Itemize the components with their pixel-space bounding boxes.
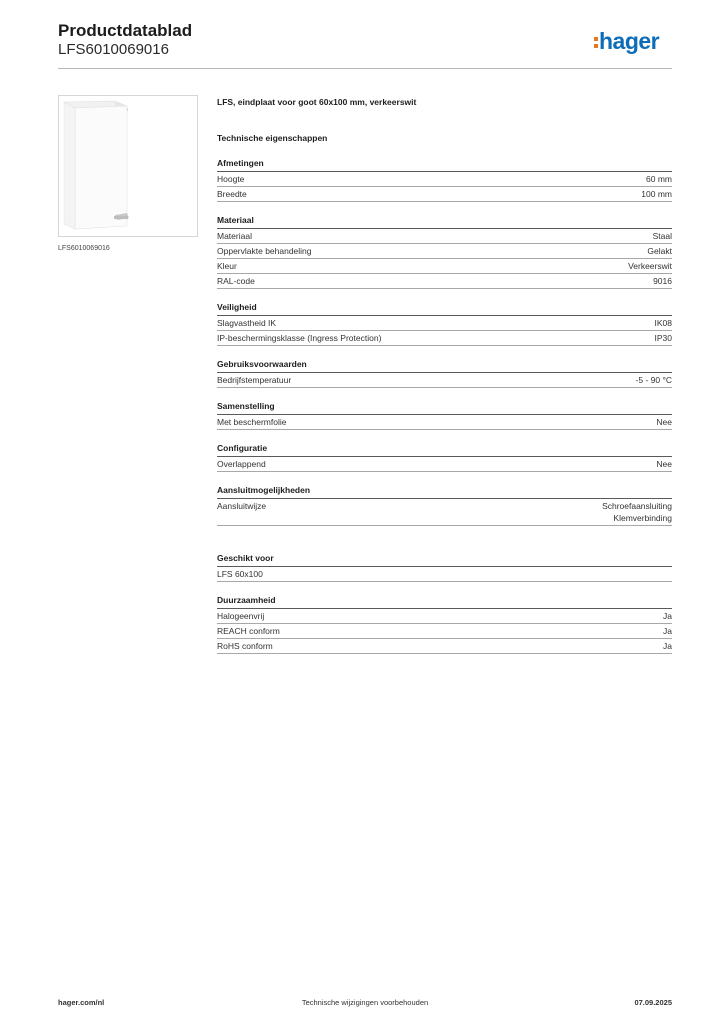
spec-value: IK08: [654, 318, 672, 328]
spec-row: [217, 457, 672, 472]
spec-row: [217, 187, 672, 202]
spec-row: [217, 567, 672, 582]
image-caption: LFS6010069016: [58, 245, 110, 252]
logo-text: hager: [599, 28, 660, 54]
tech-properties-heading: Technische eigenschappen: [217, 133, 328, 143]
hager-logo[interactable]: [594, 27, 659, 55]
spec-label: Breedte: [217, 189, 247, 199]
section-heading: Aansluitmogelijkheden: [217, 484, 672, 499]
header-divider: [58, 68, 672, 69]
spec-value: Gelakt: [647, 246, 672, 256]
section-heading: Geschikt voor: [217, 552, 672, 567]
spec-row: [217, 229, 672, 244]
spec-value: 60 mm: [646, 174, 672, 184]
spec-value: 9016: [653, 276, 672, 286]
spec-value: IP30: [654, 333, 672, 343]
spec-label: Oppervlakte behandeling: [217, 246, 312, 256]
product-code: LFS6010069016: [58, 41, 169, 58]
spec-value: [602, 500, 672, 524]
section-afmetingen: [217, 157, 672, 202]
spec-value: Ja: [663, 641, 672, 651]
footer-website-link[interactable]: hager.com/nl: [58, 998, 105, 1007]
spec-value: Staal: [652, 231, 672, 241]
page-title: Productdatablad: [58, 21, 193, 40]
spec-label: RAL-code: [217, 276, 255, 286]
footer-date: 07.09.2025: [634, 998, 672, 1007]
section-samenstelling: [217, 400, 672, 430]
spec-label: LFS 60x100: [217, 569, 263, 579]
spec-label: IP-beschermingsklasse (Ingress Protection): [217, 333, 382, 343]
spec-label: Hoogte: [217, 174, 245, 184]
spec-row: [217, 639, 672, 654]
spec-label: Overlappend: [217, 459, 266, 469]
product-image: [58, 95, 198, 237]
section-heading: Materiaal: [217, 214, 672, 229]
spec-row: [217, 499, 672, 526]
spec-value-line: Klemverbinding: [613, 513, 672, 523]
spec-row: [217, 172, 672, 187]
section-heading: Duurzaamheid: [217, 594, 672, 609]
spec-label: Halogeenvrij: [217, 611, 265, 621]
spec-value: 100 mm: [641, 189, 672, 199]
spec-row: [217, 331, 672, 346]
end-plate-illustration: [59, 96, 197, 236]
spec-value: -5 - 90 °C: [635, 375, 672, 385]
spec-row: [217, 259, 672, 274]
spec-value: Verkeerswit: [628, 261, 672, 271]
section-configuratie: [217, 442, 672, 472]
section-duurzaamheid: [217, 594, 672, 654]
footer-disclaimer: Technische wijzigingen voorbehouden: [301, 998, 429, 1007]
section-heading: Samenstelling: [217, 400, 672, 415]
spec-content: [217, 95, 672, 654]
section-heading: Gebruiksvoorwaarden: [217, 358, 672, 373]
logo-dots-icon: [594, 37, 598, 48]
spec-label: Bedrijfstemperatuur: [217, 375, 292, 385]
spec-label: Materiaal: [217, 231, 252, 241]
spec-value: Nee: [656, 417, 672, 427]
spec-label: Kleur: [217, 261, 237, 271]
spec-value-line: Schroefaansluiting: [602, 501, 672, 511]
section-aansluitmogelijkheden: [217, 484, 672, 526]
section-heading: Afmetingen: [217, 157, 672, 172]
spec-value: Ja: [663, 626, 672, 636]
spec-label: REACH conform: [217, 626, 280, 636]
spec-row: [217, 624, 672, 639]
section-veiligheid: [217, 301, 672, 346]
section-gebruiksvoorwaarden: [217, 358, 672, 388]
spec-label: Aansluitwijze: [217, 501, 267, 511]
spec-row: [217, 316, 672, 331]
spec-row: [217, 244, 672, 259]
spec-value: Ja: [663, 611, 672, 621]
section-heading: Veiligheid: [217, 301, 672, 316]
product-title: LFS, eindplaat voor goot 60x100 mm, verkeerswit: [217, 97, 417, 107]
spec-label: Met beschermfolie: [217, 417, 287, 427]
section-geschikt-voor: [217, 552, 672, 582]
spec-row: [217, 415, 672, 430]
section-materiaal: [217, 214, 672, 289]
spec-row: [217, 274, 672, 289]
spec-row: [217, 373, 672, 388]
spec-label: Slagvastheid IK: [217, 318, 277, 328]
spec-value: Nee: [656, 459, 672, 469]
spec-label: RoHS conform: [217, 641, 273, 651]
spec-row: [217, 609, 672, 624]
section-heading: Configuratie: [217, 442, 672, 457]
